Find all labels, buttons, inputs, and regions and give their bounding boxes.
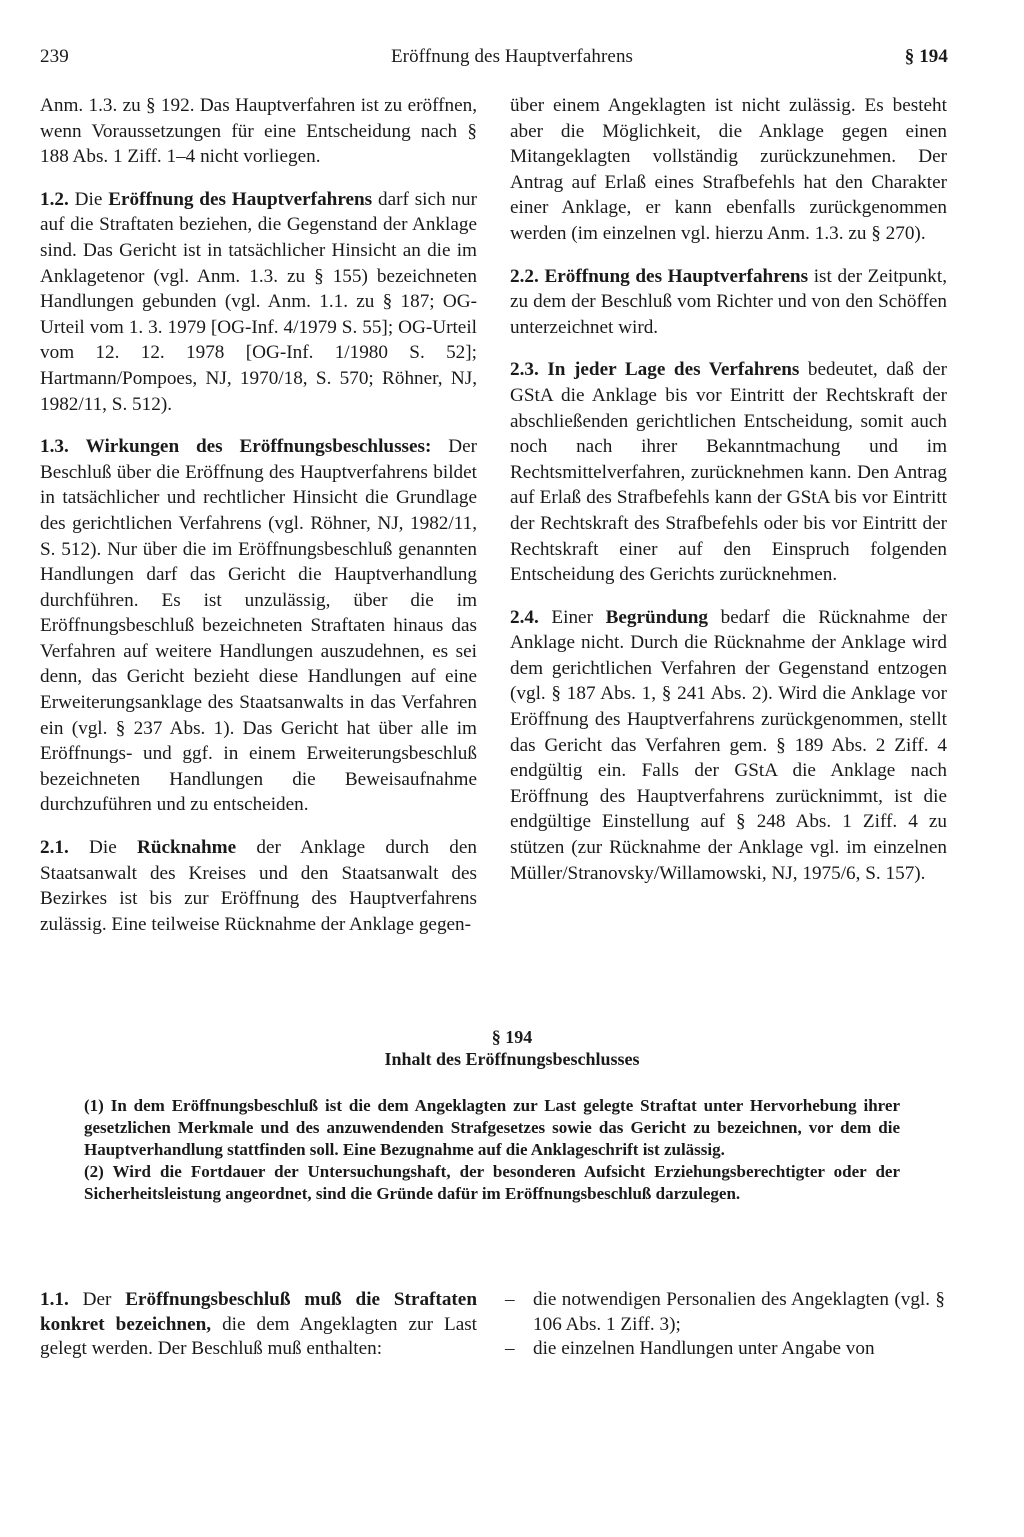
law-section-number: § 194 [491, 1027, 533, 1047]
paragraph-keyword: In jeder Lage des Verfahrens [547, 359, 800, 381]
list-item-text: die notwendigen Personalien des Angeklagten (vgl. § 106 Abs. 1 Ziff. 3); [533, 1289, 945, 1335]
note-number: 2.1. [40, 837, 69, 859]
law-heading [0, 1026, 1024, 1070]
paragraph-keyword: Wirkungen des Eröffnungsbeschlusses: [85, 436, 432, 458]
law-paragraph-2: (2) Wird die Fortdauer der Untersuchungshaft, der besonderen Aufsicht Erziehungsberechtigter oder der Sicherheitsleistung angeordnet, sind die Gründe dafür im Eröffnungsbeschluß darzulegen. [84, 1162, 900, 1203]
law-paragraph-1: (1) In dem Eröffnungsbeschluß ist die dem Angeklagten zur Last gelegte Straftat unter Hervorhebung ihrer gesetzlichen Merkmale und des anzuwendenden Strafgesetzes sowie das Gericht zu bezeichnen, vor dem die Hauptverhandlung stattfinden soll. Eine Bezugnahme auf die Anklageschrift ist zulässig. [84, 1096, 900, 1159]
paragraph-text: bedeutet, daß der GStA die Anklage bis vor Eintritt der Rechtskraft der abschließenden gerichtlichen Entscheidung, somit auch noch nach ihrer Bekanntmachung und im Rechtsmittelverfahren, zurücknehmen kann. Den Antrag auf Erlaß des Strafbefehls kann der GStA bis vor Eintritt der Rechtskraft des Strafbefehls oder bis vor Eintritt der Rechtskraft einer auf den Einspruch folgenden Entscheidung des Gerichts zurücknehmen. [510, 359, 948, 586]
paragraph-keyword: Eröffnungsbeschluß muß die Straftaten konkret bezeichnen, [40, 1289, 477, 1335]
note-number: 2.2. [510, 265, 539, 287]
paragraph-keyword: Eröffnung des Hauptverfahrens [108, 188, 373, 210]
left-column [40, 93, 477, 954]
paragraph-lead: Einer [551, 606, 593, 628]
paragraph-keyword: Begründung [605, 606, 708, 628]
paragraph-text: ist der Zeitpunkt, zu dem der Beschluß vom Richter und von den Schöffen unterzeichnet wird. [510, 265, 948, 338]
note-number: 1.3. [40, 436, 69, 458]
paragraph-text: bedarf die Rücknahme der Anklage nicht. Durch die Rücknahme der Anklage wird dem gerichtlichen Verfahren der Gegenstand entzogen (vgl. § 187 Abs. 1, § 241 Abs. 2). Wird die Anklage vor Eröffnung des Hauptverfahrens zurückgenommen, stellt das Gericht das Verfahren gem. § 189 Abs. 2 Ziff. 4 endgültig ein. Falls der GStA die Anklage nach Eröffnung des Hauptverfahrens zurücknimmt, ist die endgültige Einstellung auf § 248 Abs. 1 Ziff. 4 zu stützen (zur Rücknahme der Anklage vgl. im einzelnen Müller/Stranovsky/Willamowski, NJ, 1975/6, S. 157). [510, 606, 948, 884]
paragraph-keyword: Eröffnung des Hauptverfahrens [544, 265, 809, 287]
dash-bullet: – [505, 1338, 515, 1359]
dash-bullet: – [505, 1289, 515, 1310]
commentary-1-1 [40, 1288, 477, 1362]
note-number: 2.3. [510, 359, 539, 381]
paragraph-text: die dem Angeklagten zur Last gelegt werden. Der Beschluß muß enthalten: [40, 1313, 478, 1359]
paragraph-lead: Die [89, 837, 117, 859]
paragraph-continued [510, 93, 947, 247]
paragraph-2-4 [510, 605, 947, 887]
paragraph-2-3 [510, 357, 947, 587]
paragraph-1-3 [40, 434, 477, 818]
law-text [84, 1095, 900, 1205]
paragraph-keyword: Rücknahme [137, 837, 237, 859]
list-item [505, 1288, 945, 1337]
paragraph-text: der Anklage durch den Staatsanwalt des Kreises und den Staatsanwalt des Bezirkes ist bis zur Eröffnung des Hauptverfahrens zulässig. Eine teilweise Rücknahme der Anklage gegen- [40, 837, 477, 935]
note-number: 2.4. [510, 606, 539, 628]
note-number: 1.1. [40, 1289, 69, 1310]
running-title: Eröffnung des Hauptverfahrens [390, 46, 634, 67]
list-item-text: die einzelnen Handlungen unter Angabe von [533, 1338, 875, 1359]
page-number: 239 [40, 46, 69, 67]
paragraph-text: Der Beschluß über die Eröffnung des Hauptverfahrens bildet in tatsächlicher und rechtlicher Hinsicht die Grundlage des gerichtlichen Verfahrens (vgl. Röhner, NJ, 1982/11, S. 512). Nur über die im Eröffnungsbeschluß genannten Handlungen darf das Gericht die Hauptverhandlung durchführen. Es ist unzulässig, über die im Eröffnungsbeschluß bezeichneten Straftaten hinaus das Verfahren auf weitere Handlungen auszudehnen, es sei denn, das Gericht bezieht diese Handlungen auf eine Erweiterungsanklage des Staatsanwalts in das Verfahren ein (vgl. § 237 Abs. 1). Das Gericht hat über alle im Eröffnungs- und ggf. in einem Erweiterungsbeschluß bezeichneten Handlungen die Beweisaufnahme durchzuführen und zu entscheiden. [40, 436, 478, 816]
paragraph-2-2 [510, 264, 947, 341]
law-section-title: Inhalt des Eröffnungsbeschlusses [384, 1049, 640, 1069]
list-item [505, 1337, 945, 1362]
paragraph-text: Anm. 1.3. zu § 192. Das Hauptverfahren ist zu eröffnen, wenn Voraussetzungen für eine Entscheidung nach § 188 Abs. 1 Ziff. 1–4 nicht vorliegen. [40, 95, 477, 168]
paragraph-continued [40, 93, 477, 170]
paragraph-lead: Der [82, 1289, 112, 1310]
paragraph-text: darf sich nur auf die Straftaten beziehen, die Gegenstand der Anklage sind. Das Gericht ist in tatsächlicher Hinsicht an die im Anklagetenor (vgl. Anm. 1.3. zu § 155) bezeichneten Handlungen gebunden (vgl. Anm. 1.1. zu § 187; OG-Urteil vom 1. 3. 1979 [OG-Inf. 4/1979 S. 55]; OG-Urteil vom 12. 12. 1978 [OG-Inf. 1/1980 S. 52]; Hartmann/Pompoes, NJ, 1970/18, S. 570; Röhner, NJ, 1982/11, S. 512). [40, 188, 478, 415]
required-contents-list [505, 1288, 945, 1362]
right-column [510, 93, 947, 903]
paragraph-lead: Die [74, 188, 103, 210]
running-section: § 194 [904, 46, 948, 67]
paragraph-text: über einem Angeklagten ist nicht zulässig. Es besteht aber die Möglichkeit, die Anklage gegen einen Mitangeklagten vollständig zurückzunehmen. Der Antrag auf Erlaß eines Strafbefehls hat den Charakter einer Anklage, er kann ebenfalls zurückgenommen werden (im einzelnen vgl. hierzu Anm. 1.3. zu § 270). [510, 95, 947, 244]
paragraph-2-1 [40, 835, 477, 937]
note-number: 1.2. [40, 188, 69, 210]
paragraph-1-2 [40, 187, 477, 417]
